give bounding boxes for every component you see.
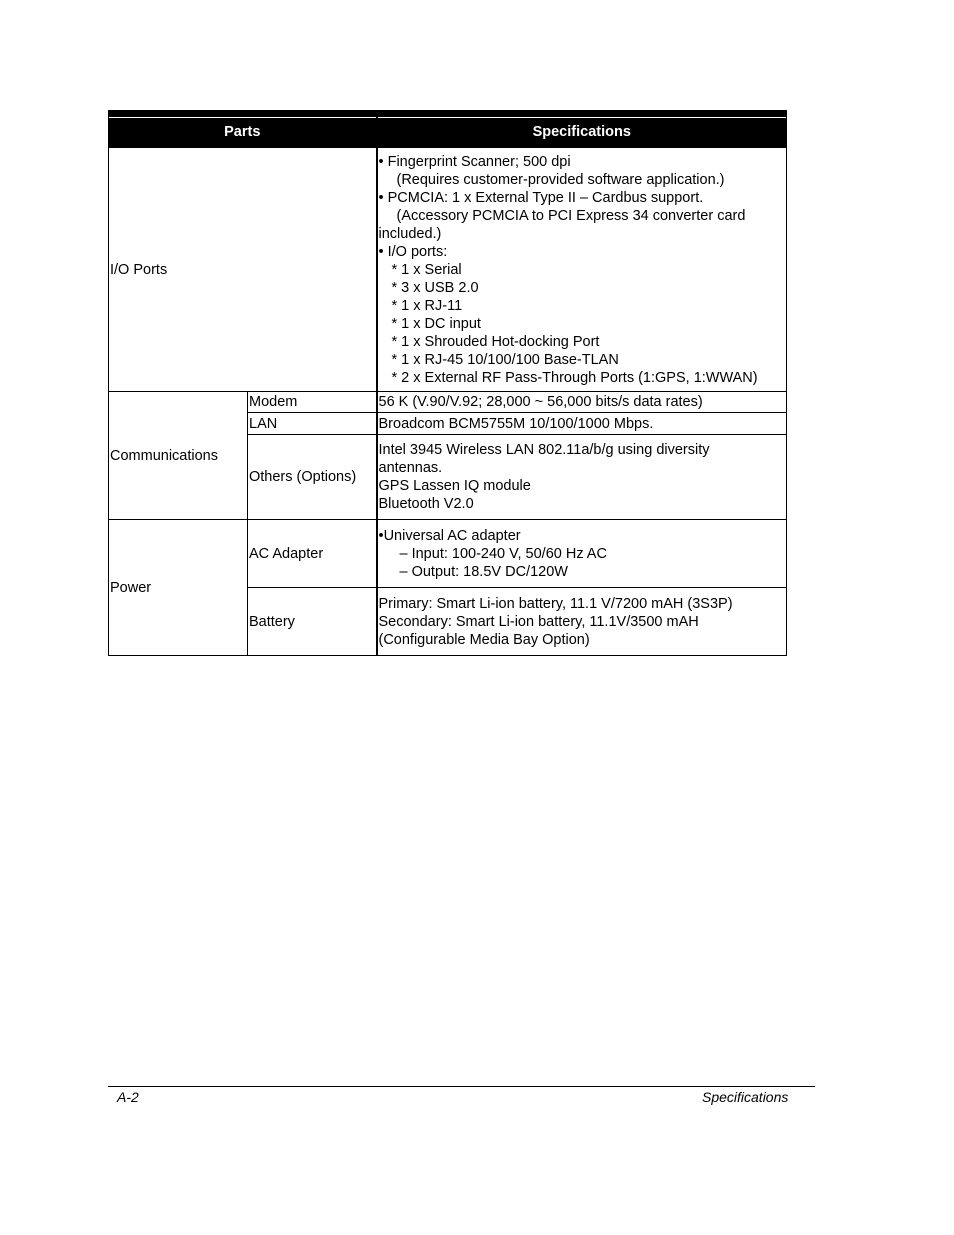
spec-ac-adapter: •Universal AC adapter – Input: 100-240 V, 50/60 Hz AC – Output: 18.5V DC/120W (377, 520, 787, 588)
spec-modem: 56 K (V.90/V.92; 28,000 ~ 56,000 bits/s data rates) (377, 392, 787, 413)
table-row-io-ports (109, 148, 787, 392)
subpart-lan: LAN (248, 413, 377, 435)
specifications-table (108, 110, 787, 656)
part-power: Power (109, 520, 248, 656)
footer-rule (108, 1086, 815, 1087)
spec-lan: Broadcom BCM5755M 10/100/1000 Mbps. (377, 413, 787, 435)
header-parts: Parts (109, 112, 377, 148)
footer-page-number: A-2 (117, 1089, 139, 1105)
table-row-modem (109, 392, 787, 413)
table-row-ac-adapter (109, 520, 787, 588)
subpart-modem: Modem (248, 392, 377, 413)
header-specifications: Specifications (377, 112, 787, 148)
spec-others: Intel 3945 Wireless LAN 802.11a/b/g using diversity antennas. GPS Lassen IQ module Bluetooth V2.0 (377, 435, 787, 520)
part-io-ports: I/O Ports (109, 148, 377, 392)
subpart-battery: Battery (248, 588, 377, 656)
footer-section-title: Specifications (702, 1089, 789, 1105)
part-communications: Communications (109, 392, 248, 520)
spec-battery: Primary: Smart Li-ion battery, 11.1 V/7200 mAH (3S3P) Secondary: Smart Li-ion battery, 11.1V/3500 mAH (Configurable Media Bay Option) (377, 588, 787, 656)
subpart-others: Others (Options) (248, 435, 377, 520)
subpart-ac-adapter: AC Adapter (248, 520, 377, 588)
table-header-row (109, 112, 787, 148)
spec-io-ports: • Fingerprint Scanner; 500 dpi (Requires customer-provided software application.) • PCMCIA: 1 x External Type II – Cardbus support. (Accessory PCMCIA to PCI Express 34 converter card included.) • I/O ports: * 1 x Serial * 3 x USB 2.0 * 1 x RJ-11 * 1 x DC input * 1 x Shrouded Hot-docking Port * 1 x RJ-45 10/100/100 Base-TLAN * 2 x External RF Pass-Through Ports (1:GPS, 1:WWAN) (377, 148, 787, 392)
